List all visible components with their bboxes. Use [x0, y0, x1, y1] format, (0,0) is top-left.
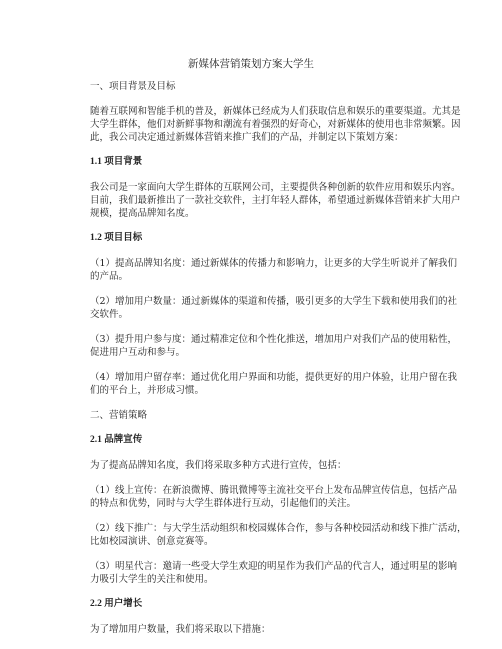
text-line: 一、项目背景及目标	[90, 81, 176, 92]
text-line: （1）线上宣传：在新浪微博、腾讯微博等主流社交平台上发布品牌宣传信息，包括产品	[90, 485, 458, 496]
text-line: 为了提高品牌知名度，我们将采取多种方式进行宣传，包括：	[90, 460, 347, 471]
text-line: 交软件。	[90, 309, 129, 320]
paragraph	[90, 257, 458, 283]
paragraph	[90, 105, 461, 144]
document-body	[90, 80, 467, 636]
text-line: 2.1 品牌宣传	[90, 435, 143, 445]
text-line: 大学生群体，他们对新鲜事物和潮流有着强烈的好奇心，对新媒体的使用也非常频繁。因	[90, 119, 461, 130]
text-line: （4）增加用户留存率：通过优化用户界面和功能，提供更好的用户体验，让用户留在我	[90, 372, 458, 383]
text-line: 二、营销策略	[90, 410, 148, 421]
subsection-heading	[90, 232, 420, 245]
text-line: （3）明星代言：邀请一些受大学生欢迎的明星作为我们产品的代言人，通过明星的影响	[90, 561, 458, 572]
text-line: 目前，我们最新推出了一款社交软件，主打年轻人群体，希望通过新媒体营销来扩大用户	[90, 195, 461, 206]
paragraph	[90, 459, 420, 472]
section-heading	[90, 409, 420, 422]
subsection-heading	[90, 598, 420, 611]
text-line: （1）提高品牌知名度：通过新媒体的传播力和影响力，让更多的大学生听说并了解我们	[90, 258, 458, 269]
text-line: 力吸引大学生的关注和使用。	[90, 574, 214, 585]
document-title: 新媒体营销策划方案大学生	[188, 58, 314, 70]
paragraph	[90, 623, 420, 636]
text-line: （2）增加用户数量：通过新媒体的渠道和传播，吸引更多的大学生下载和使用我们的社	[90, 296, 458, 307]
section-heading	[90, 80, 420, 93]
text-line: 随着互联网和智能手机的普及，新媒体已经成为人们获取信息和娱乐的重要渠道。尤其是	[90, 106, 461, 117]
text-line: 1.2 项目目标	[90, 233, 143, 243]
subsection-heading	[90, 156, 420, 169]
subsection-heading	[90, 434, 420, 447]
paragraph	[90, 560, 458, 586]
text-line: 2.2 用户增长	[90, 599, 143, 609]
paragraph	[90, 333, 458, 359]
text-line: 的特点和优势，同时与大学生群体进行互动，引起他们的关注。	[90, 498, 357, 509]
text-line: 比如校园演讲、创意竞赛等。	[90, 536, 214, 547]
paragraph	[90, 295, 458, 321]
paragraph	[90, 522, 467, 548]
text-line: 规模，提高品牌知名度。	[90, 208, 195, 219]
text-line: 此，我公司决定通过新媒体营销来推广我们的产品，并制定以下策划方案：	[90, 132, 404, 143]
text-line: 1.1 项目背景	[90, 157, 143, 167]
paragraph	[90, 484, 458, 510]
text-line: 为了增加用户数量，我们将采取以下措施：	[90, 624, 271, 635]
text-line: （2）线下推广：与大学生活动组织和校园媒体合作，参与各种校园活动和线下推广活动，	[90, 523, 467, 534]
text-line: 促进用户互动和参与。	[90, 347, 186, 358]
paragraph	[90, 371, 458, 397]
text-line: 的产品。	[90, 271, 129, 282]
text-line: （3）提升用户参与度：通过精准定位和个性化推送，增加用户对我们产品的使用粘性，	[90, 334, 458, 345]
text-line: 们的平台上，并形成习惯。	[90, 385, 205, 396]
text-line: 我公司是一家面向大学生群体的互联网公司，主要提供各种创新的软件应用和娱乐内容。	[90, 182, 461, 193]
paragraph	[90, 181, 461, 220]
